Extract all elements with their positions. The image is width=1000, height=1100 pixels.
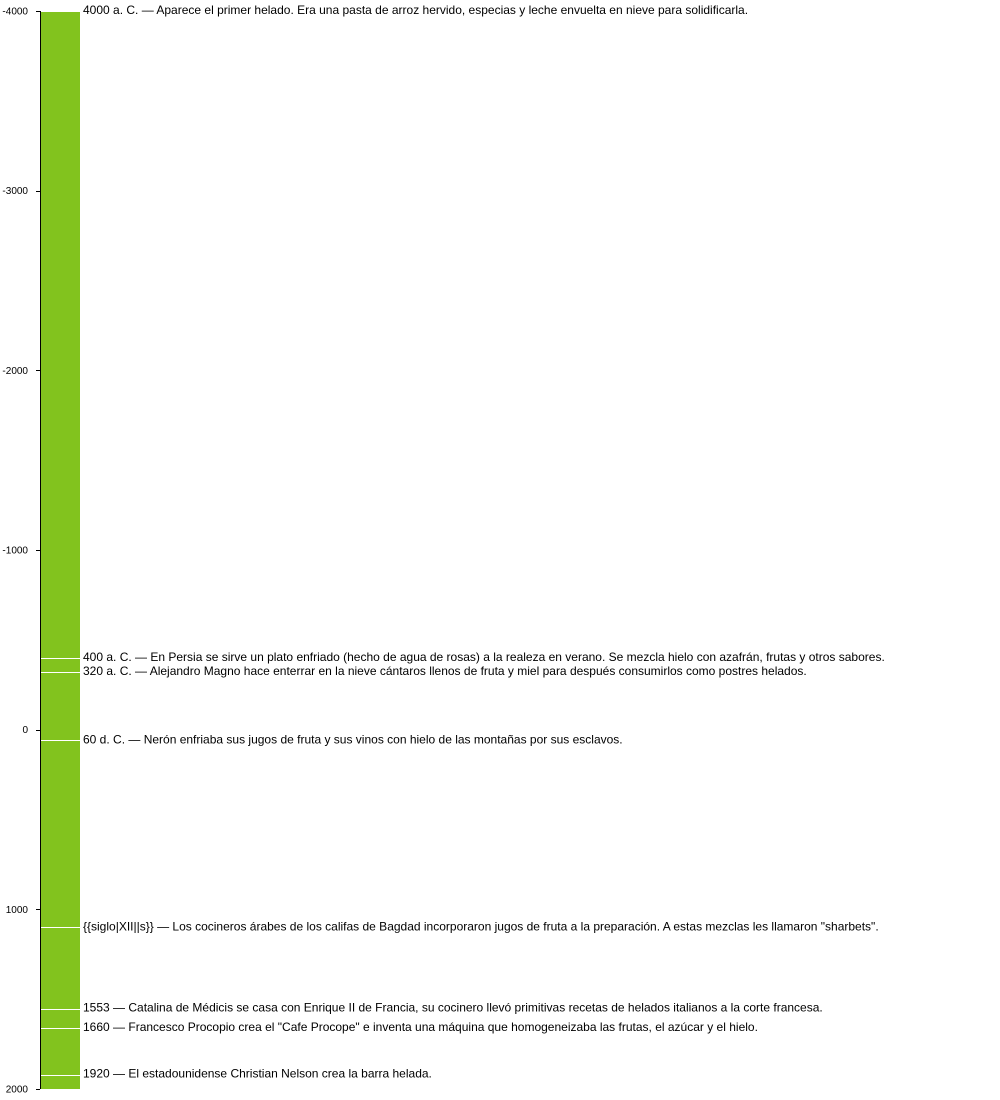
y-tick-label: -1000 bbox=[2, 545, 28, 557]
y-tick-label: 2000 bbox=[5, 1084, 28, 1096]
event-label: 4000 a. C. — Aparece el primer helado. Era una pasta de arroz hervido, especias y leche envuelta en nieve para solidificarla. bbox=[83, 3, 749, 17]
y-tick-label: 0 bbox=[22, 725, 28, 737]
event-label: 1553 — Catalina de Médicis se casa con Enrique II de Francia, su cocinero llevó primitivas recetas de helados italianos a la corte francesa. bbox=[83, 1000, 823, 1015]
y-tick-label: -3000 bbox=[2, 186, 28, 198]
event-label: 60 d. C. — Nerón enfriaba sus jugos de fruta y sus vinos con hielo de las montañas por sus esclavos. bbox=[83, 732, 623, 747]
y-axis bbox=[2, 7, 40, 1096]
event-label: 1920 — El estadounidense Christian Nelson crea la barra helada. bbox=[83, 1066, 432, 1081]
event-label: 320 a. C. — Alejandro Magno hace enterrar en la nieve cántaros llenos de fruta y miel para después consumirlos como postres helados. bbox=[83, 664, 807, 679]
event-label: {{siglo|XII||s}} — Los cocineros árabes de los califas de Bagdad incorporaron jugos de fruta a la preparación. A estas mezclas les llamaron "sharbets". bbox=[83, 919, 879, 934]
y-tick-label: -2000 bbox=[2, 365, 28, 377]
event-label: 400 a. C. — En Persia se sirve un plato enfriado (hecho de agua de rosas) a la realeza en verano. Se mezcla hielo con azafrán, frutas y otros sabores. bbox=[83, 649, 885, 664]
y-tick-label: 1000 bbox=[5, 904, 28, 916]
event-label: 1660 — Francesco Procopio crea el "Cafe Procope" e inventa una máquina que homogeneizaba las frutas, el azúcar y el hielo. bbox=[83, 1019, 758, 1034]
event-markers bbox=[41, 3, 885, 1081]
y-tick-label: -4000 bbox=[2, 6, 28, 18]
